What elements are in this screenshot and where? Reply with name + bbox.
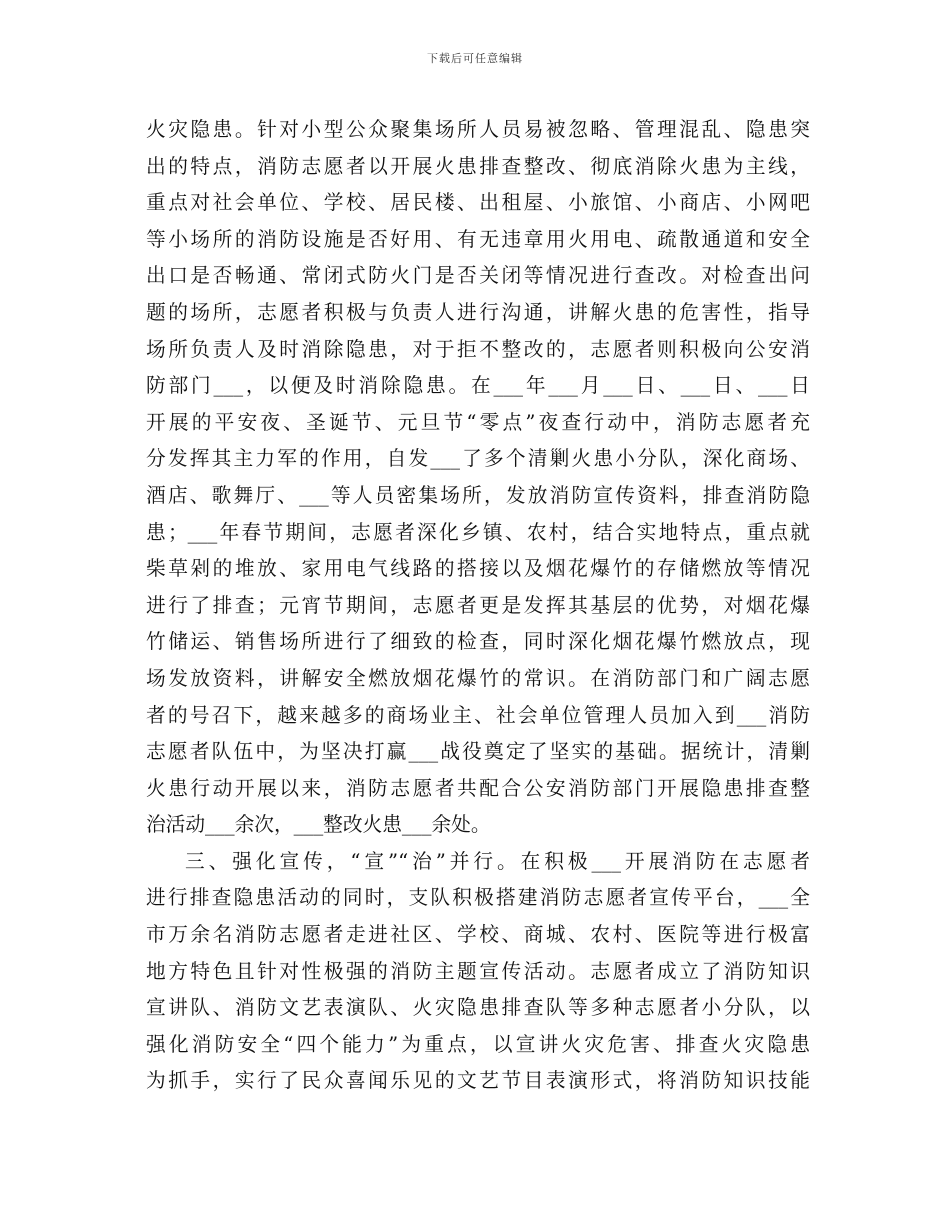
text-line: 开展的平安夜、圣诞节、元旦节“零点”夜查行动中，消防志愿者充 — [146, 410, 810, 434]
text-line: 宣讲队、消防文艺表演队、火灾隐患排查队等多种志愿者小分队，以 — [146, 996, 810, 1020]
text-line: 出口是否畅通、常闭式防火门是否关闭等情况进行查改。对检查出问 — [146, 264, 810, 288]
text-line: 治活动___余次，___整改火患___余处。 — [146, 813, 491, 837]
text-line: 三、强化宣传，“宣”“治”并行。在积极___开展消防在志愿者 — [185, 849, 810, 873]
text-line: 出的特点，消防志愿者以开展火患排查整改、彻底消除火患为主线， — [146, 154, 810, 178]
text-line: 市万余名消防志愿者走进社区、学校、商城、农村、医院等进行极富 — [146, 923, 810, 947]
text-line: 志愿者队伍中，为坚决打赢___战役奠定了坚实的基础。据统计，清剿 — [146, 740, 810, 764]
document-body — [146, 112, 810, 1100]
page-header: 下载后可任意编辑 — [427, 52, 523, 65]
text-line: 火灾隐患。针对小型公众聚集场所人员易被忽略、管理混乱、隐患突 — [146, 118, 810, 141]
text-line: 场所负责人及时消除隐患，对于拒不整改的，志愿者则积极向公安消 — [146, 337, 810, 361]
text-line: 火患行动开展以来，消防志愿者共配合公安消防部门开展隐患排查整 — [146, 776, 810, 800]
text-line: 场发放资料，讲解安全燃放烟花爆竹的常识。在消防部门和广阔志愿 — [146, 666, 810, 690]
text-line: 进行了排查；元宵节期间，志愿者更是发挥其基层的优势，对烟花爆 — [146, 593, 810, 617]
paragraph-1 — [146, 112, 810, 844]
text-line: 重点对社会单位、学校、居民楼、出租屋、小旅馆、小商店、小网吧 — [146, 191, 810, 215]
text-line: 者的号召下，越来越多的商场业主、社会单位管理人员加入到___消防 — [146, 703, 810, 727]
text-line: 进行排查隐患活动的同时，支队积极搭建消防志愿者宣传平台，___全 — [146, 886, 810, 910]
text-line: 题的场所，志愿者积极与负责人进行沟通，讲解火患的危害性，指导 — [146, 300, 810, 324]
paragraph-2 — [146, 844, 810, 1100]
text-line: 分发挥其主力军的作用，自发___了多个清剿火患小分队，深化商场、 — [146, 447, 810, 471]
text-line: 患；___年春节期间，志愿者深化乡镇、农村，结合实地特点，重点就 — [146, 520, 810, 544]
text-line: 地方特色且针对性极强的消防主题宣传活动。志愿者成立了消防知识 — [146, 959, 810, 983]
text-line: 酒店、歌舞厅、___等人员密集场所，发放消防宣传资料，排查消防隐 — [146, 483, 810, 507]
text-line: 为抓手，实行了民众喜闻乐见的文艺节目表演形式，将消防知识技能 — [146, 1069, 810, 1093]
text-line: 强化消防安全“四个能力”为重点，以宣讲火灾危害、排查火灾隐患 — [146, 1032, 810, 1056]
text-line: 等小场所的消防设施是否好用、有无违章用火用电、疏散通道和安全 — [146, 227, 810, 251]
text-line: 柴草剁的堆放、家用电气线路的搭接以及烟花爆竹的存储燃放等情况 — [146, 557, 810, 581]
text-line: 防部门___，以便及时消除隐患。在___年___月___日、___日、___日 — [146, 374, 810, 398]
text-line: 竹储运、销售场所进行了细致的检查，同时深化烟花爆竹燃放点，现 — [146, 630, 810, 654]
